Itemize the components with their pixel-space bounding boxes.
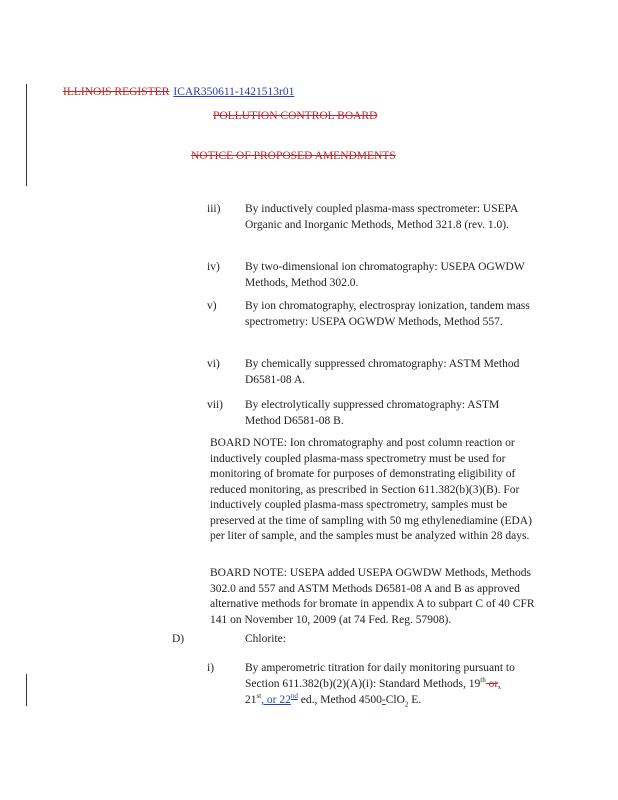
edition-21: 21 — [245, 694, 257, 706]
inserted-comma: , — [497, 678, 501, 690]
inserted-or-22: , or 22 — [261, 694, 291, 706]
board-header — [213, 110, 377, 122]
item-number: iv) — [207, 261, 220, 273]
inserted-dash: - — [381, 694, 386, 706]
notice-title-struck: NOTICE OF PROPOSED AMENDMENTS — [191, 150, 396, 162]
superscript-th: th — [480, 676, 486, 685]
board-note: BOARD NOTE: USEPA added USEPA OGWDW Methods, Methods 302.0 and 557 and ASTM Methods D6581-08 A and B as approved alternative methods for bromate in appendix A to subpart C of 40 CFR 141 on November 10, 2009 (at 74 Fed. Reg. 57908). — [210, 567, 535, 626]
item-number: vii) — [207, 399, 223, 411]
board-title-struck: POLLUTION CONTROL BOARD — [213, 110, 378, 122]
item-text: By electrolytically suppressed chromatography: ASTM Method D6581-08 B. — [245, 399, 500, 427]
item-number: v) — [207, 300, 217, 312]
register-id: ICAR350611-1421513r01 — [173, 86, 295, 98]
item-number: i) — [207, 662, 215, 674]
register-header — [63, 86, 294, 98]
section-title: Chlorite: — [245, 633, 286, 645]
change-bar-top — [26, 84, 27, 186]
item-text: By chemically suppressed chromatography: ASTM Method D6581-08 A. — [245, 358, 520, 386]
section-label: D) — [172, 633, 185, 645]
item-text — [245, 660, 545, 708]
board-note: BOARD NOTE: Ion chromatography and post column reaction or inductively coupled plasma-mass spectrometry must be used for monitoring of bromate for purposes of demonstrating eligibility of reduced monitoring, as prescribed in Section 611.382(b)(3)(B). For inductively coupled plasma-mass spectrometry, samples must be preserved at the time of sampling with 50 mg ethylenediamine (EDA) per liter of sample, and the samples must be analyzed within 28 days. — [210, 437, 532, 542]
chlorite-line-2-text: Section 611.382(b)(2)(A)(i): Standard Methods, 19 — [245, 678, 481, 690]
method-text: ed., Method 4500 — [297, 694, 382, 706]
chlorine-dioxide: ClO — [385, 694, 405, 706]
notice-header — [191, 150, 396, 162]
change-bar-bottom — [26, 674, 27, 706]
subscript-2: 2 — [404, 700, 409, 709]
item-text: By two-dimensional ion chromatography: USEPA OGWDW Methods, Method 302.0. — [245, 261, 525, 289]
chlorite-line-3 — [245, 692, 545, 708]
superscript-st: st — [256, 692, 262, 701]
register-title-struck: ILLINOIS REGISTER — [63, 86, 170, 98]
superscript-nd: nd — [290, 692, 298, 701]
item-number: iii) — [207, 203, 221, 215]
chlorite-line-2 — [245, 676, 545, 692]
item-text: By ion chromatography, electrospray ionization, tandem mass spectrometry: USEPA OGWDW Methods, Method 557. — [245, 300, 530, 328]
method-suffix: E. — [408, 694, 422, 706]
item-text: By inductively coupled plasma-mass spectrometer: USEPA Organic and Inorganic Methods, Method 321.8 (rev. 1.0). — [245, 203, 518, 231]
item-number: vi) — [207, 358, 220, 370]
deleted-or: or — [485, 678, 498, 690]
chlorite-line-1: By amperometric titration for daily monitoring pursuant to — [245, 662, 515, 674]
